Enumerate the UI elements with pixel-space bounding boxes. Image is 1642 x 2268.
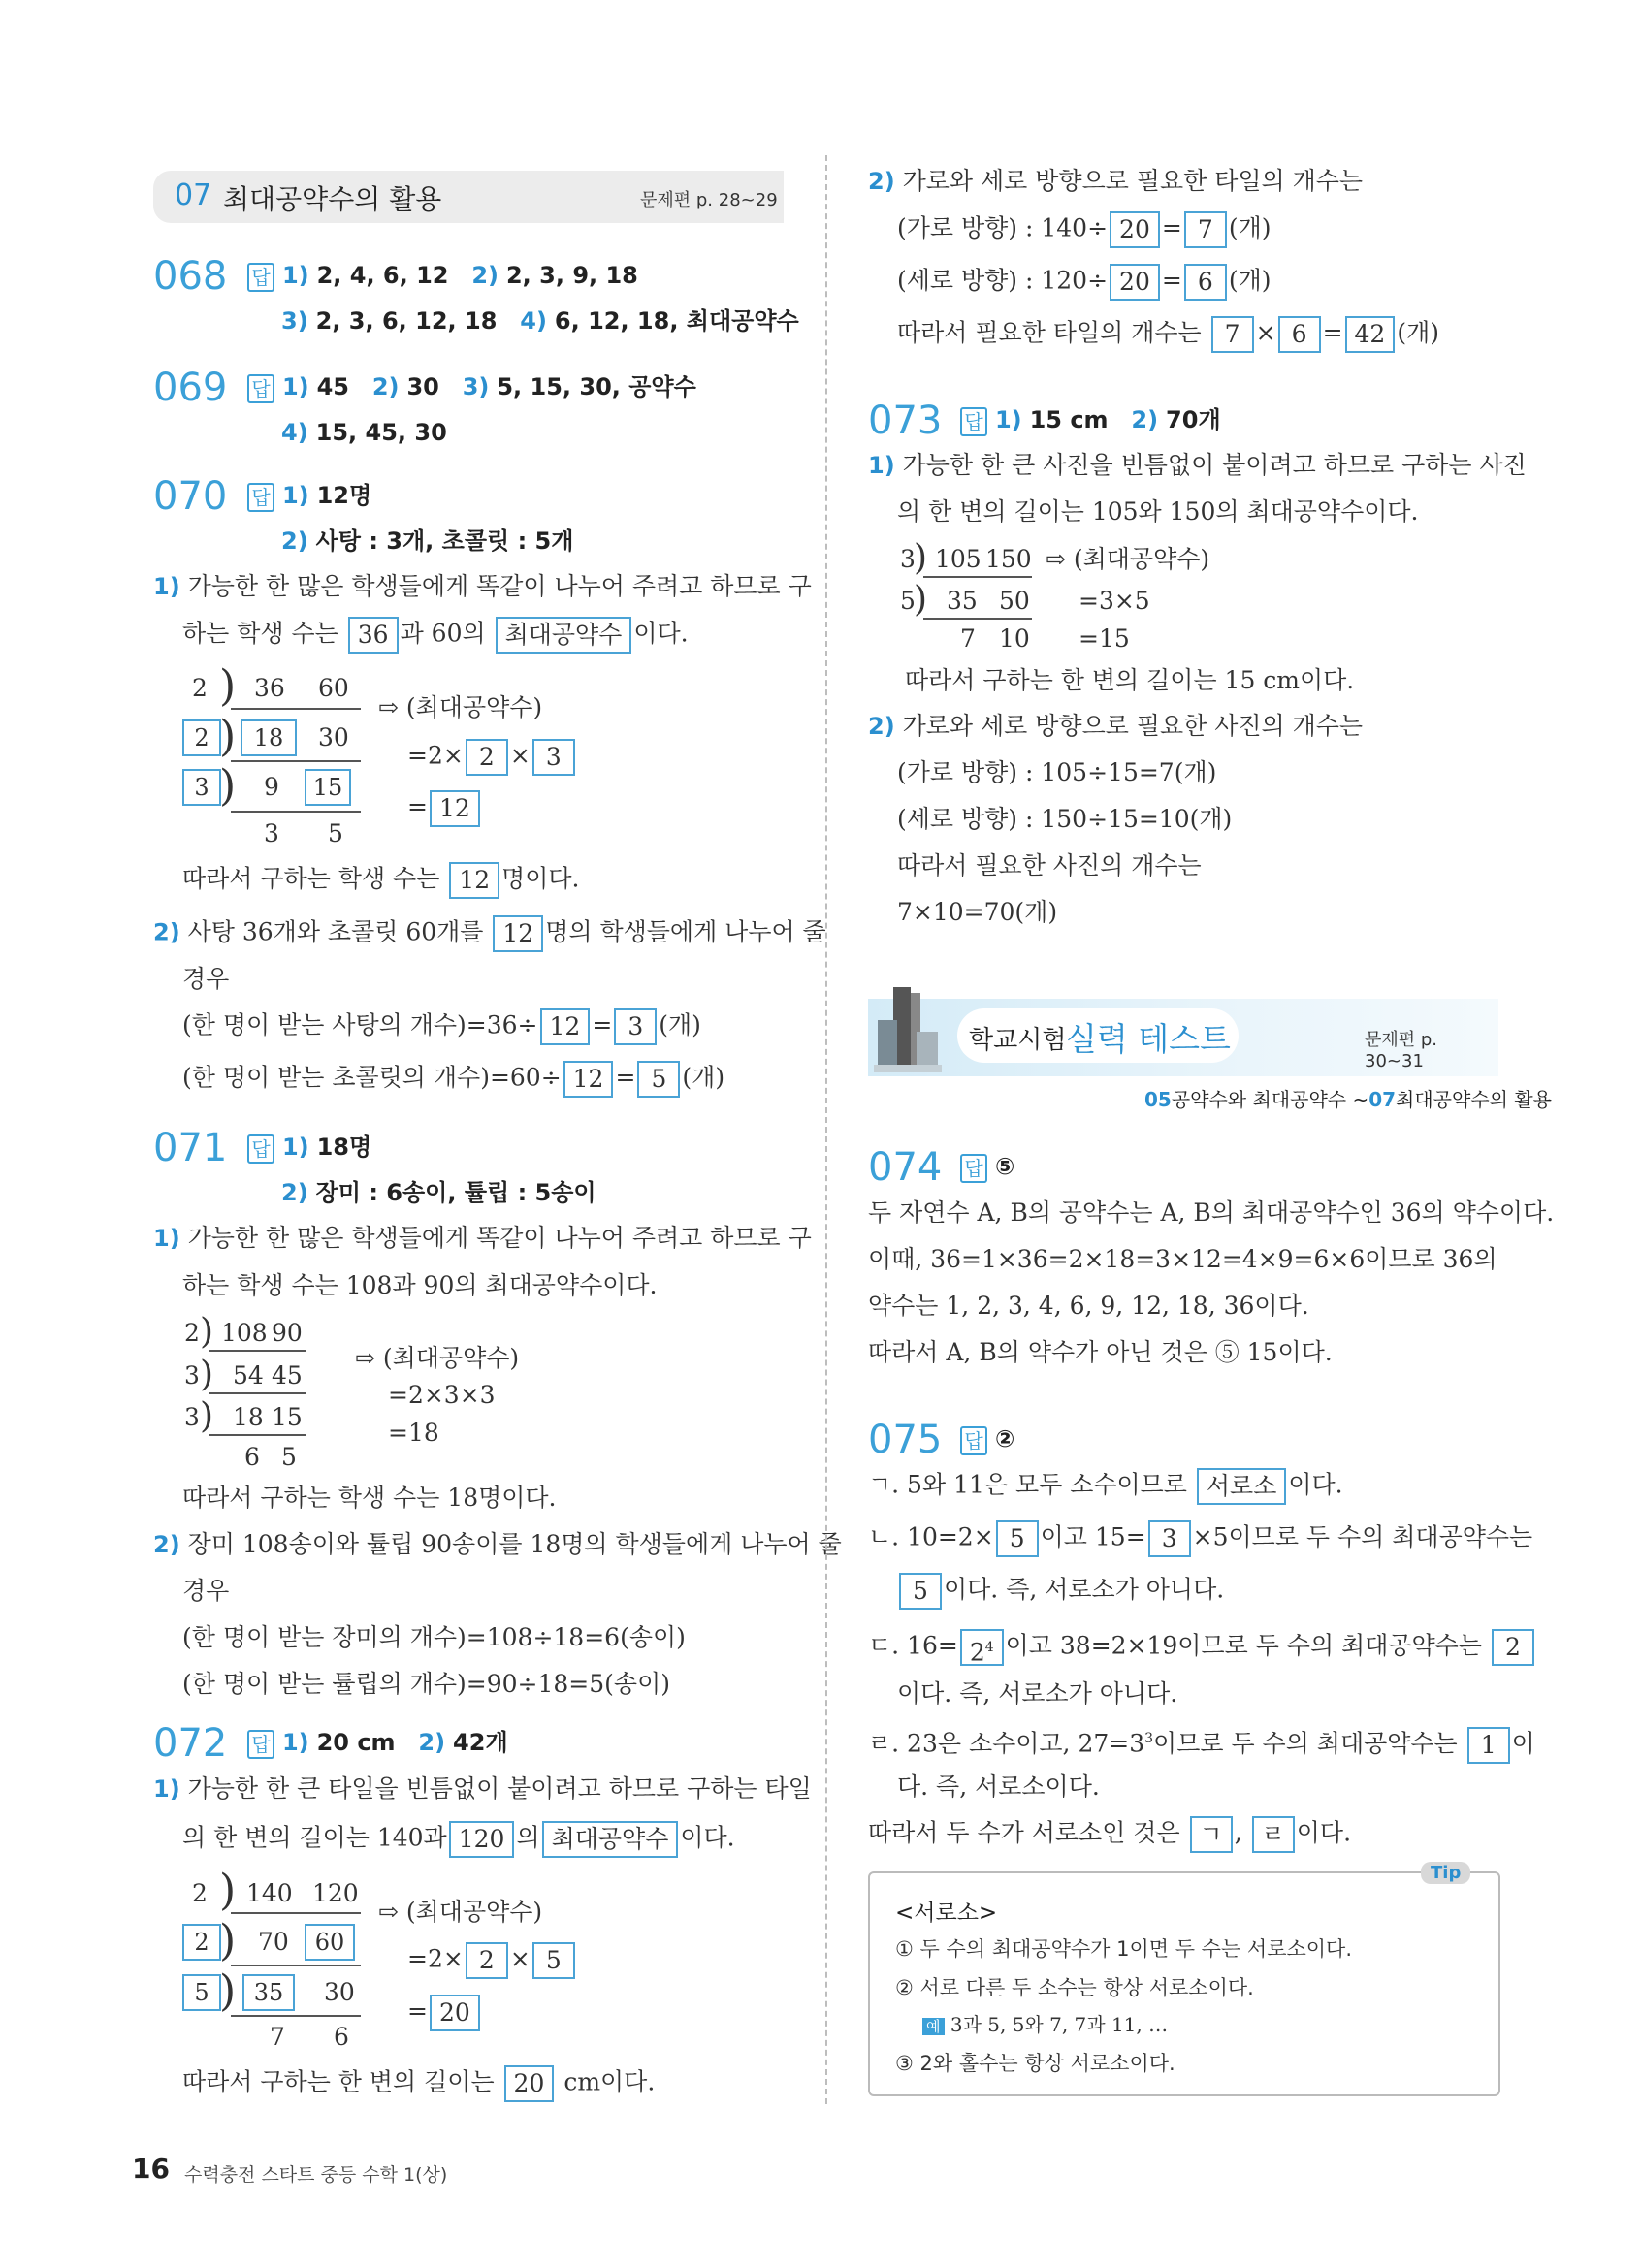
sol-070-2-line3: (한 명이 받는 사탕의 개수)=36÷ 12 = 3 (개) <box>182 1008 701 1045</box>
answer-068-line1: 답 1) 2, 4, 6, 12 2) 2, 3, 9, 18 <box>247 259 638 292</box>
example-tag: 예 <box>922 2018 945 2035</box>
test-subtitle: 05공약수와 최대공약수 ~07최대공약수의 활용 <box>1144 1088 1552 1111</box>
answer-069-line1: 답 1) 45 2) 30 3) 5, 15, 30, 공약수 <box>247 370 696 403</box>
answer-074: 답 ⑤ <box>960 1150 1014 1183</box>
tip-line1: ① 두 수의 최대공약수가 1이면 두 수는 서로소이다. <box>895 1937 1353 1961</box>
sol-072-conclusion: 따라서 구하는 한 변의 길이는 20 cm이다. <box>182 2065 655 2102</box>
sol-071-2-line3: (한 명이 받는 장미의 개수)=108÷18=6(송이) <box>182 1623 686 1651</box>
answer-label: 답 <box>247 263 274 292</box>
sol-072-1-line2: 의 한 변의 길이는 140과 120 의 최대공약수 이다. <box>182 1821 735 1858</box>
sol-070-1-line1: 1) 가능한 한 많은 학생들에게 똑같이 나누어 주려고 하므로 구 <box>153 572 812 600</box>
answer-075: 답 ② <box>960 1422 1014 1455</box>
sol-071-2-line1: 2) 장미 108송이와 튤립 90송이를 18명의 학생들에게 나누어 줄 <box>153 1530 842 1558</box>
test-label-blue: 실력 테스트 <box>1066 1020 1231 1058</box>
sol-070-2-line4: (한 명이 받는 초콜릿의 개수)=60÷ 12 = 5 (개) <box>182 1061 724 1098</box>
answer-label: 답 <box>960 1426 987 1455</box>
sol-072-2-line3: (세로 방향) : 120÷ 20 = 6 (개) <box>897 264 1271 301</box>
sol-073-1-line1: 1) 가능한 한 큰 사진을 빈틈없이 붙이려고 하므로 구하는 사진 <box>868 451 1527 479</box>
section-ref: 문제편 p. 28~29 <box>640 190 778 210</box>
sol-075-b2: 5 이다. 즉, 서로소가 아니다. <box>897 1573 1224 1610</box>
problem-number-069: 069 <box>153 366 228 410</box>
sol-075-c: ㄷ. $16= 2^4$ 이고 38=2×19이므로 두 수의 최대공약수는 2 <box>868 1629 1536 1666</box>
section-title: 최대공약수의 활용 <box>223 183 442 215</box>
sol-075-d2: 다. 즉, 서로소이다. <box>897 1773 1100 1801</box>
column-divider <box>825 155 827 2104</box>
answer-072-line1: 답 1) 20 cm 2) 42개 <box>247 1726 508 1759</box>
answer-068-line2: 3) 2, 3, 6, 12, 18 4) 6, 12, 18, 최대공약수 <box>281 307 799 335</box>
section-header <box>153 171 784 223</box>
sol-071-1-line1: 1) 가능한 한 많은 학생들에게 똑같이 나누어 주려고 하므로 구 <box>153 1224 812 1252</box>
tip-line2: ② 서로 다른 두 소수는 항상 서로소이다. <box>895 1976 1254 1999</box>
sol-074-line2: 이때, 36=1×36=2×18=3×12=4×9=6×6이므로 36의 <box>868 1245 1497 1273</box>
sol-073-2-line3: (세로 방향) : 150÷15=10(개) <box>897 805 1233 833</box>
sol-070-1-line2: 하는 학생 수는 36 과 60의 최대공약수 이다. <box>182 617 689 654</box>
sol-073-2-line2: (가로 방향) : 105÷15=7(개) <box>897 758 1217 786</box>
sol-075-c2: 이다. 즉, 서로소가 아니다. <box>897 1679 1178 1708</box>
problem-number-068: 068 <box>153 254 228 299</box>
sol-070-2-line2: 경우 <box>182 965 230 993</box>
sol-070-2-line1: 2) 사탕 36개와 초콜릿 60개를 12 명의 학생들에게 나누어 줄 <box>153 915 826 952</box>
sol-074-line4: 따라서 A, B의 약수가 아닌 것은 ⑤ 15이다. <box>868 1338 1333 1366</box>
answer-label: 답 <box>247 483 274 512</box>
section-number: 07 <box>175 178 212 212</box>
problem-number-072: 072 <box>153 1721 228 1766</box>
problem-number-071: 071 <box>153 1126 228 1170</box>
book-title: 수력충전 스타트 중등 수학 1(상) <box>184 2164 448 2186</box>
answer-label: 답 <box>247 1134 274 1164</box>
sol-071-1-line2: 하는 학생 수는 108과 90의 최대공약수이다. <box>182 1271 658 1299</box>
answer-073-line1: 답 1) 15 cm 2) 70개 <box>960 403 1221 436</box>
answer-070-line1: 답 1) 12명 <box>247 479 371 512</box>
sol-073-2-line1: 2) 가로와 세로 방향으로 필요한 사진의 개수는 <box>868 712 1364 740</box>
building-blocks-icon <box>874 981 942 1074</box>
test-banner <box>868 999 1498 1076</box>
answer-label: 답 <box>247 1730 274 1759</box>
sol-071-2-line2: 경우 <box>182 1577 230 1605</box>
sol-070-conclusion: 따라서 구하는 학생 수는 12 명이다. <box>182 862 580 899</box>
sol-072-2-line4: 따라서 필요한 타일의 개수는 7 × 6 = 42 (개) <box>897 316 1439 353</box>
problem-number-075: 075 <box>868 1418 943 1462</box>
sol-075-d: ㄹ. 23은 소수이고, $27=3^3$이므로 두 수의 최대공약수는 1 이 <box>868 1722 1535 1764</box>
sol-072-2-line1: 2) 가로와 세로 방향으로 필요한 타일의 개수는 <box>868 167 1364 195</box>
sol-072-1-line1: 1) 가능한 한 큰 타일을 빈틈없이 붙이려고 하므로 구하는 타일 <box>153 1774 812 1803</box>
problem-number-070: 070 <box>153 474 228 519</box>
problem-number-074: 074 <box>868 1145 943 1190</box>
page-number: 16 <box>132 2153 170 2185</box>
tip-box <box>868 1863 1500 2096</box>
tip-tag: Tip <box>1421 1862 1470 1884</box>
sol-073-1-line2: 의 한 변의 길이는 105와 150의 최대공약수이다. <box>897 497 1419 526</box>
tip-title: <서로소> <box>895 1901 998 1926</box>
sol-072-2-line2: (가로 방향) : 140÷ 20 = 7 (개) <box>897 211 1271 248</box>
tip-example: 예 3과 5, 5와 7, 7과 11, … <box>922 2009 1168 2037</box>
sol-073-2-line4: 따라서 필요한 사진의 개수는 <box>897 851 1202 879</box>
answer-070-line2: 2) 사탕 : 3개, 초콜릿 : 5개 <box>281 527 574 555</box>
sol-075-a: ㄱ. 5와 11은 모두 소수이므로 서로소 이다. <box>868 1468 1343 1505</box>
sol-071-2-line4: (한 명이 받는 튤립의 개수)=90÷18=5(송이) <box>182 1670 670 1698</box>
tip-line3: ③ 2와 홀수는 항상 서로소이다. <box>895 2052 1175 2075</box>
answer-071-line1: 답 1) 18명 <box>247 1131 371 1164</box>
sol-074-line1: 두 자연수 A, B의 공약수는 A, B의 최대공약수인 36의 약수이다. <box>868 1198 1555 1227</box>
answer-071-line2: 2) 장미 : 6송이, 튤립 : 5송이 <box>281 1179 596 1206</box>
answer-label: 답 <box>247 374 274 403</box>
problem-number-073: 073 <box>868 399 943 443</box>
answer-label: 답 <box>960 1154 987 1183</box>
sol-074-line3: 약수는 1, 2, 3, 4, 6, 9, 12, 18, 36이다. <box>868 1292 1309 1320</box>
sol-075-b: ㄴ. 10=2× 5 이고 15= 3 ×5이므로 두 수의 최대공약수는 <box>868 1520 1532 1557</box>
sol-073-2-line5: 7×10=70(개) <box>897 898 1058 926</box>
test-label: 학교시험 <box>969 1026 1067 1055</box>
answer-label: 답 <box>960 407 987 436</box>
sol-075-e: 따라서 두 수가 서로소인 것은 ㄱ , ㄹ 이다. <box>868 1816 1351 1853</box>
answer-069-line2: 4) 15, 45, 30 <box>281 419 447 446</box>
sol-073-conclusion: 따라서 구하는 한 변의 길이는 15 cm이다. <box>905 666 1355 694</box>
test-ref: 문제편 p. 30~31 <box>1365 1030 1438 1071</box>
sol-071-conclusion: 따라서 구하는 학생 수는 18명이다. <box>182 1484 557 1512</box>
